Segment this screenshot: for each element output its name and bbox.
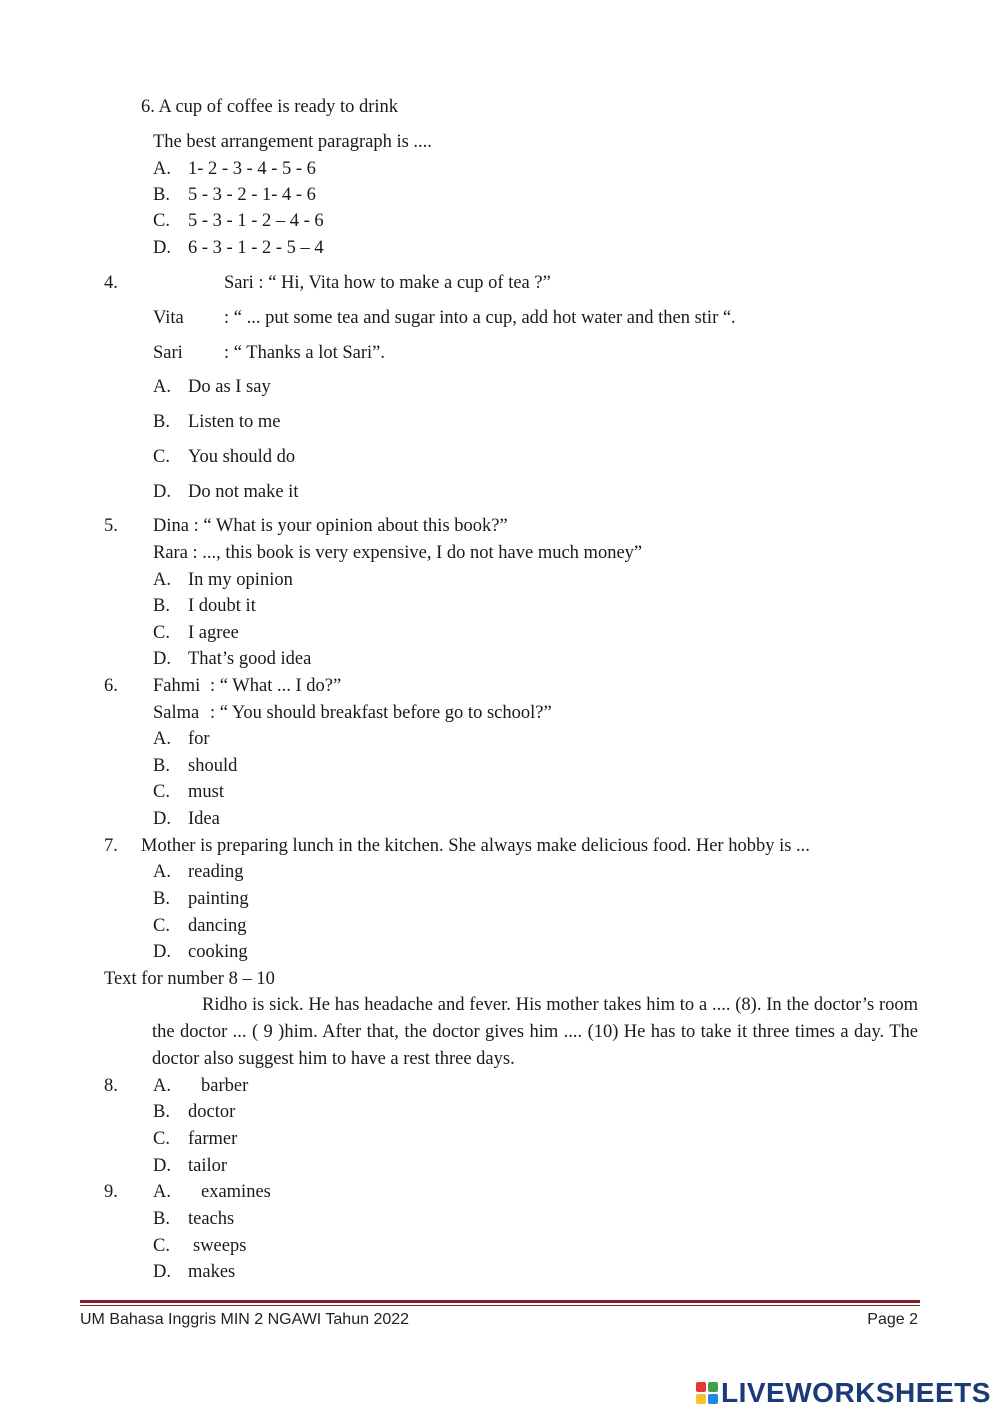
logo-square-yellow: [696, 1394, 706, 1404]
option-text: 5 - 3 - 1 - 2 – 4 - 6: [188, 211, 324, 231]
dialogue-speaker: Salma: [153, 703, 200, 723]
option-text: Idea: [188, 809, 220, 829]
option-letter: A.: [153, 1182, 171, 1202]
footer-rule-thin: [80, 1305, 920, 1306]
option-letter: D.: [153, 238, 171, 258]
arrangement-item-6: 6. A cup of coffee is ready to drink: [141, 97, 399, 117]
page-number: Page 2: [867, 1311, 918, 1328]
logo-square-red: [696, 1382, 706, 1392]
option-text: cooking: [188, 942, 248, 962]
option-text: I doubt it: [188, 596, 256, 616]
option-text: painting: [188, 889, 249, 909]
option-text: sweeps: [193, 1236, 247, 1256]
option-letter: B.: [153, 1209, 170, 1229]
option-text: That’s good idea: [188, 649, 312, 669]
option-text: You should do: [188, 447, 296, 467]
option-text: for: [188, 729, 210, 749]
option-text: farmer: [188, 1129, 238, 1149]
option-text: reading: [188, 862, 244, 882]
dialogue-speaker: Sari: [153, 343, 183, 363]
dialogue-line: Sari : “ Hi, Vita how to make a cup of tea ?”: [224, 273, 551, 293]
dialogue-speaker: Vita: [153, 308, 184, 328]
question-text: Mother is preparing lunch in the kitchen. She always make delicious food. Her hobby is ...: [141, 836, 810, 856]
option-letter: D.: [153, 1262, 171, 1282]
option-text: In my opinion: [188, 570, 293, 590]
option-letter: C.: [153, 211, 170, 231]
option-text: dancing: [188, 916, 247, 936]
option-text: 1- 2 - 3 - 4 - 5 - 6: [188, 159, 316, 179]
option-letter: D.: [153, 809, 171, 829]
option-text: examines: [201, 1182, 271, 1202]
option-letter: C.: [153, 782, 170, 802]
logo-text: LIVEWORKSHEETS: [721, 1377, 991, 1408]
option-letter: A.: [153, 377, 171, 397]
option-letter: B.: [153, 596, 170, 616]
option-letter: A.: [153, 570, 171, 590]
dialogue-line: : “ ... put some tea and sugar into a cup, add hot water and then stir “.: [224, 308, 736, 328]
option-text: barber: [201, 1076, 249, 1096]
option-letter: A.: [153, 1076, 171, 1096]
question-number: 5.: [104, 516, 118, 536]
option-letter: D.: [153, 649, 171, 669]
option-letter: C.: [153, 1129, 170, 1149]
footer-rule: [80, 1300, 920, 1303]
option-text: teachs: [188, 1209, 235, 1229]
dialogue-line: : “ Thanks a lot Sari”.: [224, 343, 385, 363]
option-letter: C.: [153, 623, 170, 643]
liveworksheets-logo[interactable]: [696, 1378, 991, 1408]
option-letter: D.: [153, 482, 171, 502]
option-letter: A.: [153, 729, 171, 749]
logo-mark-icon: [696, 1382, 718, 1404]
question-number: 6.: [104, 676, 118, 696]
option-text: should: [188, 756, 238, 776]
option-letter: C.: [153, 1236, 170, 1256]
option-letter: B.: [153, 1102, 170, 1122]
option-text: Do not make it: [188, 482, 299, 502]
option-letter: A.: [153, 862, 171, 882]
passage-heading: Text for number 8 – 10: [104, 969, 275, 989]
option-letter: A.: [153, 159, 171, 179]
option-letter: B.: [153, 185, 170, 205]
option-text: tailor: [188, 1156, 228, 1176]
question-number: 7.: [104, 836, 118, 856]
option-letter: B.: [153, 889, 170, 909]
logo-square-green: [708, 1382, 718, 1392]
question-text: The best arrangement paragraph is ....: [153, 132, 432, 152]
footer-title: UM Bahasa Inggris MIN 2 NGAWI Tahun 2022: [80, 1311, 410, 1328]
option-letter: D.: [153, 1156, 171, 1176]
option-text: doctor: [188, 1102, 236, 1122]
dialogue-line: Rara : ..., this book is very expensive, I do not have much money”: [153, 543, 643, 563]
dialogue-line: : “ What ... I do?”: [210, 676, 342, 696]
option-text: makes: [188, 1262, 236, 1282]
option-letter: B.: [153, 412, 170, 432]
question-number: 8.: [104, 1076, 118, 1096]
dialogue-line: Dina : “ What is your opinion about this book?”: [153, 516, 508, 536]
question-number: 9.: [104, 1182, 118, 1202]
passage-text: Ridho is sick. He has headache and fever. His mother takes him to a .... (8). In the doctor’s room the doctor ... ( 9 )him. After that, the doctor gives him .... (10) He has to take it three times a day. The doctor also suggest him to have a rest three days.: [152, 995, 918, 1069]
option-letter: D.: [153, 942, 171, 962]
dialogue-speaker: Fahmi: [153, 676, 201, 696]
logo-square-blue: [708, 1394, 718, 1404]
option-text: 6 - 3 - 1 - 2 - 5 – 4: [188, 238, 324, 258]
option-letter: C.: [153, 447, 170, 467]
option-text: must: [188, 782, 224, 802]
option-text: 5 - 3 - 2 - 1- 4 - 6: [188, 185, 316, 205]
option-text: I agree: [188, 623, 239, 643]
option-text: Do as I say: [188, 377, 271, 397]
option-letter: C.: [153, 916, 170, 936]
dialogue-line: : “ You should breakfast before go to school?”: [210, 703, 552, 723]
question-number: 4.: [104, 273, 118, 293]
option-text: Listen to me: [188, 412, 281, 432]
option-letter: B.: [153, 756, 170, 776]
